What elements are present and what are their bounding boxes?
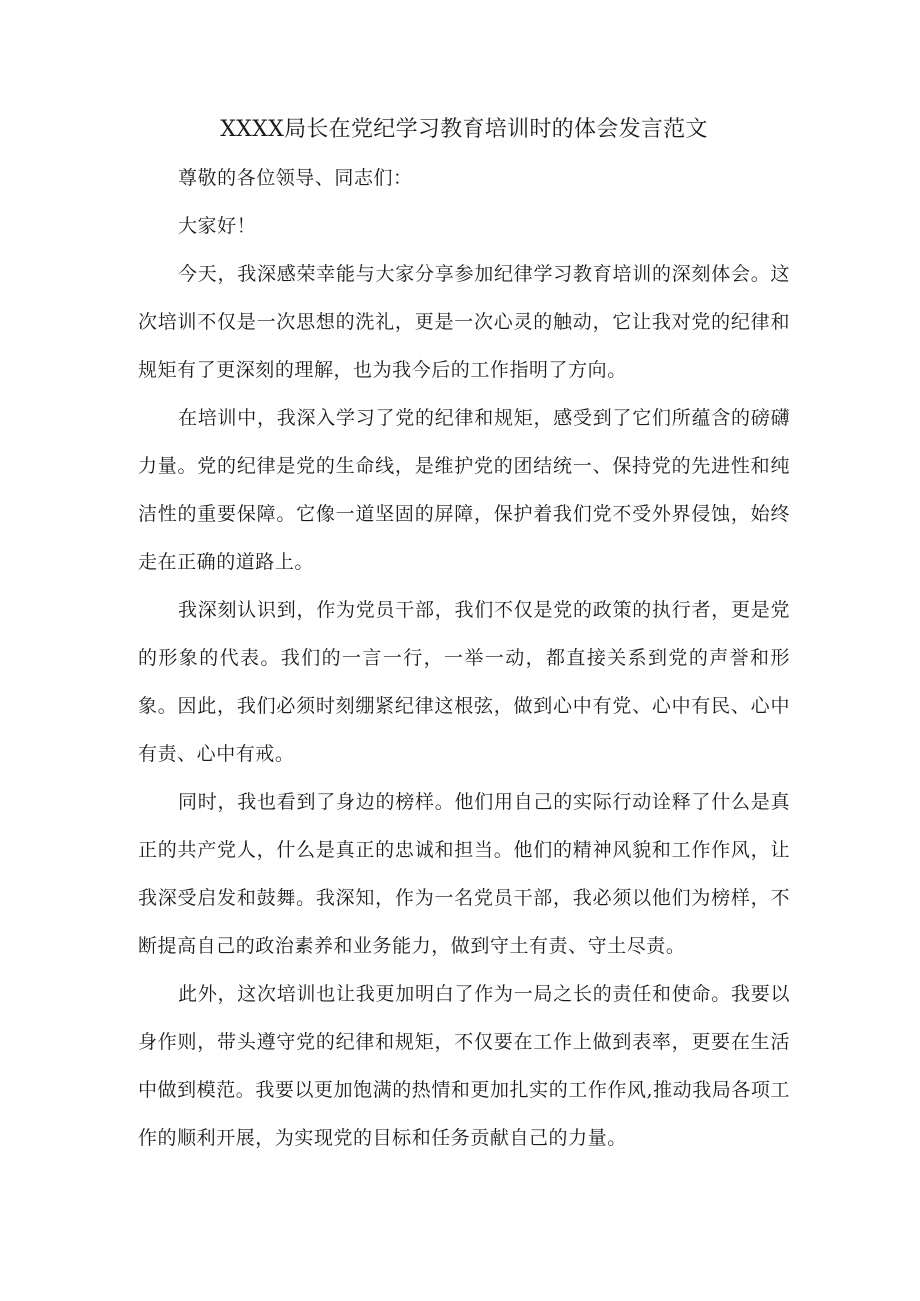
paragraph-3: 我深刻认识到，作为党员干部，我们不仅是党的政策的执行者，更是党的形象的代表。我们的一言一行，一举一动，都直接关系到党的声誉和形象。因此，我们必须时刻绷紧纪律这根弦，做到心中有党、心中有民、心中有责、心中有戒。 xyxy=(138,599,790,765)
document-body xyxy=(138,106,790,1162)
paragraph-5: 此外，这次培训也让我更加明白了作为一局之长的责任和使命。我要以身作则，带头遵守党的纪律和规矩，不仅要在工作上做到表率，更要在生活中做到模范。我要以更加饱满的热情和更加扎实的工作作风,推动我局各项工作的顺利开展，为实现党的目标和任务贡献自己的力量。 xyxy=(138,983,790,1149)
greeting: 大家好！ xyxy=(178,215,257,237)
salutation: 尊敬的各位领导、同志们： xyxy=(178,167,413,189)
document-title: XXXX局长在党纪学习教育培训时的体会发言范文 xyxy=(220,117,708,142)
paragraph-1: 今天，我深感荣幸能与大家分享参加纪律学习教育培训的深刻体会。这次培训不仅是一次思想的洗礼，更是一次心灵的触动，它让我对党的纪律和规矩有了更深刻的理解，也为我今后的工作指明了方向。 xyxy=(138,263,790,381)
paragraph-4: 同时，我也看到了身边的榜样。他们用自己的实际行动诠释了什么是真正的共产党人，什么是真正的忠诚和担当。他们的精神风貌和工作作风，让我深受启发和鼓舞。我深知，作为一名党员干部，我必须以他们为榜样，不断提高自己的政治素养和业务能力，做到守土有责、守土尽责。 xyxy=(138,791,790,957)
paragraph-2: 在培训中，我深入学习了党的纪律和规矩，感受到了它们所蕴含的磅礴力量。党的纪律是党的生命线，是维护党的团结统一、保持党的先进性和纯洁性的重要保障。它像一道坚固的屏障，保护着我们党不受外界侵蚀，始终走在正确的道路上。 xyxy=(138,407,790,573)
